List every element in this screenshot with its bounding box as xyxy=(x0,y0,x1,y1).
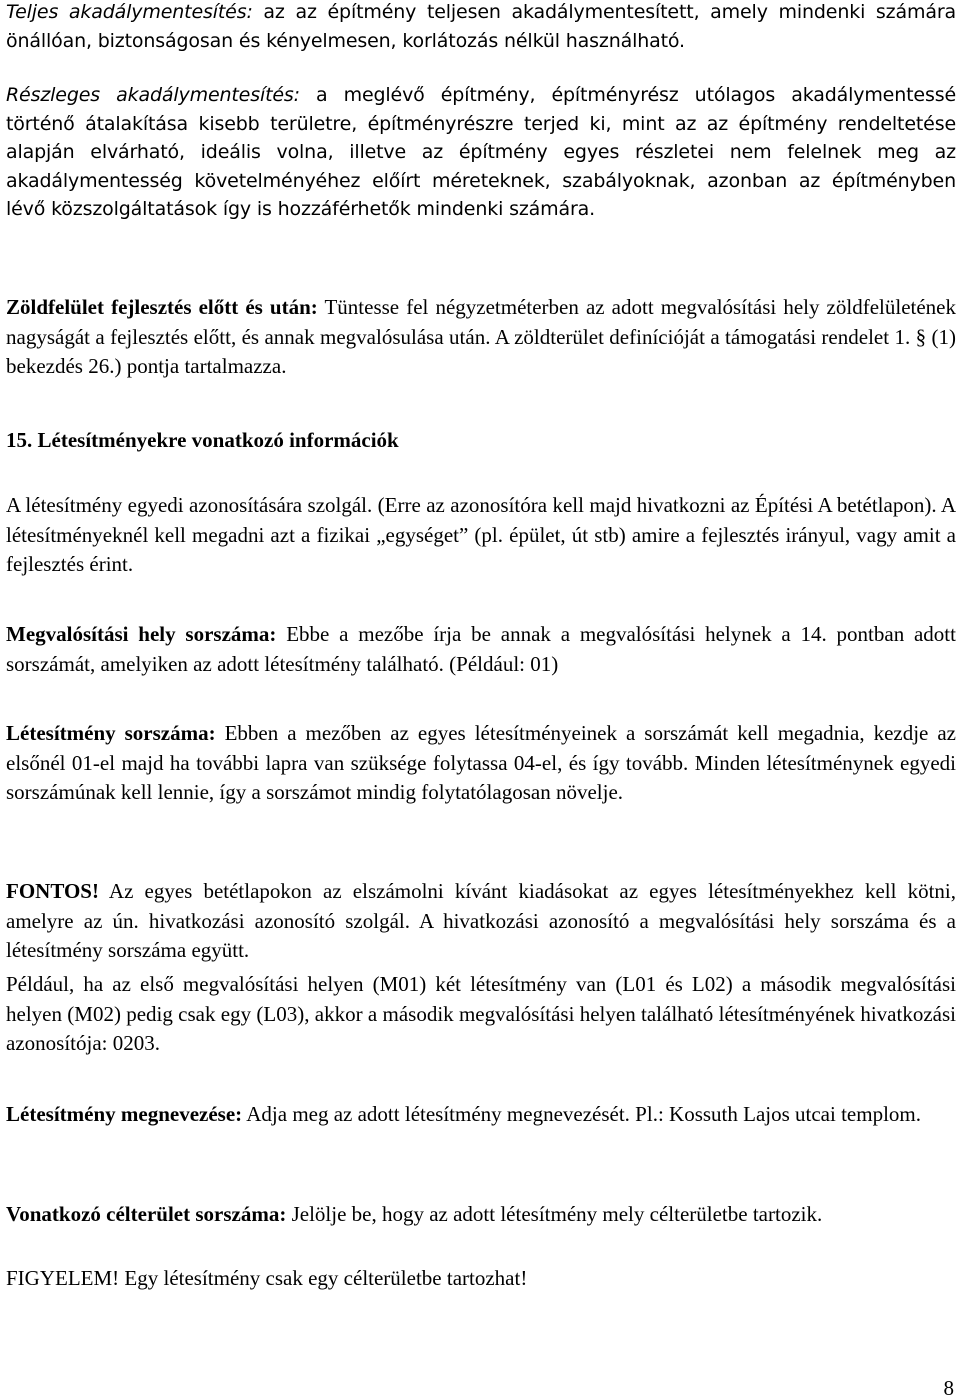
definition-partial-accessibility: a meglévő építmény, építményrész utólagos akadálymentessé történő átalakítása kisebb területre, építményrészre terjed ki, mint az az építmény rendeltetése alapján elvárható, ideális volna, illetve az építmény egyes részletei nem felelnek meg az akadálymentesség követelményéhez előírt méreteknek, szabályoknak, azonban az építményben lévő közszolgáltatások így is hozzáférhetők mindenki számára. xyxy=(6,84,956,220)
definition-facility-number: Ebben a mezőben az egyes létesítményeinek a sorszámát kell megadnia, kezdje az elsőnél 01-el majd ha további lapra van szüksége folytassa 04-el, és így tovább. Minden létesítménynek egyedi sorszámúnak kell lennie, így a sorszámot mindig folytatólagosan növelje. xyxy=(6,721,956,804)
paragraph-facility-number xyxy=(6,719,956,808)
definition-green-area: Tüntesse fel négyzetméterben az adott megvalósítási hely zöldfelületének nagyságát a fejlesztés előtt, és annak megvalósulása után. A zöldterület definícióját a támogatási rendelet 1. § (1) bekezdés 26.) pontja tartalmazza. xyxy=(6,295,956,378)
paragraph-partial-accessibility xyxy=(6,81,956,224)
paragraph-site-number xyxy=(6,620,956,679)
definition-site-number: Ebbe a mezőbe írja be annak a megvalósítási helynek a 14. pontban adott sorszámát, amelyiken az adott létesítmény található. (Például: 01) xyxy=(6,622,956,676)
paragraph-green-area xyxy=(6,293,956,382)
term-important: FONTOS! xyxy=(6,879,99,903)
definition-full-accessibility: az az építmény teljesen akadálymentesített, amely mindenki számára önállóan, biztonságosan és kényelmesen, korlátozás nélkül használható. xyxy=(6,1,956,52)
definition-target-area: Jelölje be, hogy az adott létesítmény mely célterületbe tartozik. xyxy=(286,1202,823,1226)
definition-important: Az egyes betétlapokon az elszámolni kívánt kiadásokat az egyes létesítményekhez kell kötni, amelyre az ún. hivatkozási azonosító szolgál. A hivatkozási azonosító a megvalósítási hely sorszáma és a létesítmény sorszáma együtt. xyxy=(6,879,956,962)
paragraph-important xyxy=(6,877,956,966)
term-green-area: Zöldfelület fejlesztés előtt és után: xyxy=(6,295,318,319)
page-number: 8 xyxy=(943,1376,954,1400)
term-facility-number: Létesítmény sorszáma: xyxy=(6,721,216,745)
term-full-accessibility: Teljes akadálymentesítés: xyxy=(6,1,253,23)
term-target-area: Vonatkozó célterület sorszáma: xyxy=(6,1202,287,1226)
term-site-number: Megvalósítási hely sorszáma: xyxy=(6,622,277,646)
term-partial-accessibility: Részleges akadálymentesítés: xyxy=(6,84,300,106)
paragraph-target-area xyxy=(6,1200,956,1230)
section-heading: 15. Létesítményekre vonatkozó információk xyxy=(6,428,399,452)
term-facility-name: Létesítmény megnevezése: xyxy=(6,1102,243,1126)
paragraph-full-accessibility xyxy=(6,0,956,55)
paragraph-example: Például, ha az első megvalósítási helyen (M01) két létesítmény van (L01 és L02) a második megvalósítási helyen (M02) pedig csak egy (L03), akkor a második megvalósítási helyen található létesítményének hivatkozási azonosítója: 0203. xyxy=(6,972,956,1055)
paragraph-warning: FIGYELEM! Egy létesítmény csak egy célterületbe tartozhat! xyxy=(6,1266,528,1290)
definition-facility-name: Adja meg az adott létesítmény megnevezését. Pl.: Kossuth Lajos utcai templom. xyxy=(242,1102,921,1126)
paragraph-facility-name xyxy=(6,1100,956,1130)
paragraph-facility-intro: A létesítmény egyedi azonosítására szolgál. (Erre az azonosítóra kell majd hivatkozni az Építési A betétlapon). A létesítményeknél kell megadni azt a fizikai „egységet” (pl. épület, út stb) amire a fejlesztés irányul, vagy amit a fejlesztés érint. xyxy=(6,493,956,576)
